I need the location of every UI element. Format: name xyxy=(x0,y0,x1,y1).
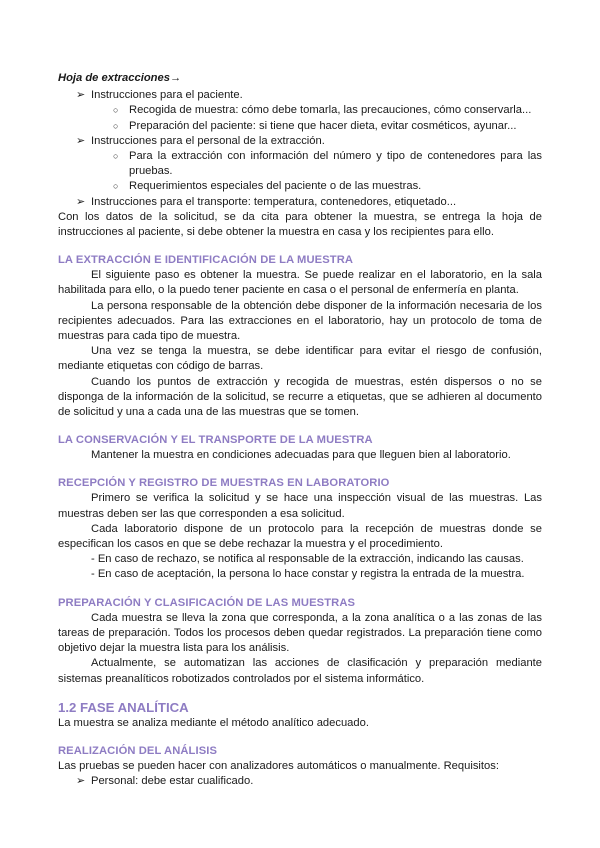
intro-paragraph: Con los datos de la solicitud, se da cita para obtener la muestra, se entrega la hoja de instrucciones al paciente, si debe obtener la muestra en casa y los recipientes para ello. xyxy=(58,210,542,239)
arrow-bullet-icon: ➢ xyxy=(76,134,86,147)
list-item xyxy=(58,774,542,789)
paragraph: Las pruebas se pueden hacer con analizadores automáticos o manualmente. Requisitos: xyxy=(58,759,499,772)
sub-list-item-text: Para la extracción con información del número y tipo de contenedores para las pruebas. xyxy=(129,150,542,178)
sub-list-item-text: Recogida de muestra: cómo debe tomarla, las precauciones, cómo conservarla... xyxy=(129,104,532,117)
section-heading: RECEPCIÓN Y REGISTRO DE MUESTRAS EN LABORATORIO xyxy=(58,477,390,490)
section-heading: REALIZACIÓN DEL ANÁLISIS xyxy=(58,744,218,757)
document-page xyxy=(58,71,542,789)
list-item xyxy=(58,195,542,210)
sub-list-item xyxy=(58,179,542,194)
paragraph: Cada laboratorio dispone de un protocolo para la recepción de muestras donde se especifican los casos en que se debe rechazar la muestra y el procedimiento. xyxy=(58,522,542,551)
paragraph: Cuando los puntos de extracción y recogida de muestras, estén dispersos o no se disponga de la información de la solicitud, se recurre a etiquetas, que se adhieren al documento de solicitud y una a cada una de las muestras que se tomen. xyxy=(58,375,542,419)
subsection-heading: 1.2 FASE ANALÍTICA xyxy=(58,699,189,715)
circle-bullet-icon: ○ xyxy=(113,151,119,162)
sub-list-item xyxy=(58,103,542,118)
paragraph: Mantener la muestra en condiciones adecuadas para que lleguen bien al laboratorio. xyxy=(91,449,511,462)
sub-list-item-text: Preparación del paciente: si tiene que hacer dieta, evitar cosméticos, ayunar... xyxy=(129,119,517,132)
circle-bullet-icon: ○ xyxy=(113,181,119,192)
section-heading: LA CONSERVACIÓN Y EL TRANSPORTE DE LA MUESTRA xyxy=(58,434,373,447)
section-heading: PREPARACIÓN Y CLASIFICACIÓN DE LAS MUESTRAS xyxy=(58,596,356,609)
list-item-text: Instrucciones para el paciente. xyxy=(91,89,243,102)
paragraph: La muestra se analiza mediante el método analítico adecuado. xyxy=(58,716,369,729)
circle-bullet-icon: ○ xyxy=(113,120,119,131)
arrow-bullet-icon: ➢ xyxy=(76,775,86,788)
list-item xyxy=(58,88,542,103)
list-item-text: Personal: debe estar cualificado. xyxy=(91,775,254,788)
dash-item: - En caso de aceptación, la persona lo hace constar y registra la entrada de la muestra. xyxy=(91,568,525,581)
sub-list-item xyxy=(58,149,542,179)
sub-list-item-text: Requerimientos especiales del paciente o de las muestras. xyxy=(129,180,422,193)
sub-list-item xyxy=(58,119,542,134)
paragraph: Cada muestra se lleva la zona que corresponda, a la zona analítica o a las zonas de las tareas de preparación. Todos los procesos deben quedar registrados. La preparación tiene como objetivo dejar la muestra lista para los análisis. xyxy=(58,611,542,655)
section-heading: LA EXTRACCIÓN E IDENTIFICACIÓN DE LA MUESTRA xyxy=(58,254,354,267)
paragraph: La persona responsable de la obtención debe disponer de la información necesaria de los recipientes adecuados. Para las extracciones en el laboratorio, hay un protocolo de toma de muestras para cada tipo de muestra. xyxy=(58,299,542,343)
list-item-text: Instrucciones para el transporte: temperatura, contenedores, etiquetado... xyxy=(91,195,457,208)
paragraph: Primero se verifica la solicitud y se hace una inspección visual de las muestras. Las muestras deben ser las que corresponden a esa solicitud. xyxy=(58,492,542,520)
paragraph: Actualmente, se automatizan las acciones de clasificación y preparación mediante sistemas preanalíticos robotizados controlados por el sistema informático. xyxy=(58,657,542,685)
dash-item: - En caso de rechazo, se notifica al responsable de la extracción, indicando las causas. xyxy=(91,553,524,566)
circle-bullet-icon: ○ xyxy=(113,105,119,116)
list-item-text: Instrucciones para el personal de la extracción. xyxy=(91,134,325,147)
paragraph: Una vez se tenga la muestra, se debe identificar para evitar el riesgo de confusión, mediante etiquetas con código de barras. xyxy=(58,345,542,373)
page-title: Hoja de extracciones→ xyxy=(58,72,182,84)
arrow-bullet-icon: ➢ xyxy=(76,89,86,102)
list-item xyxy=(58,134,542,149)
paragraph: El siguiente paso es obtener la muestra. Se puede realizar en el laboratorio, en la sala habilitada para ello, o la puedo tener paciente en casa o el personal de enfermería en planta. xyxy=(58,269,542,297)
arrow-bullet-icon: ➢ xyxy=(76,195,86,208)
